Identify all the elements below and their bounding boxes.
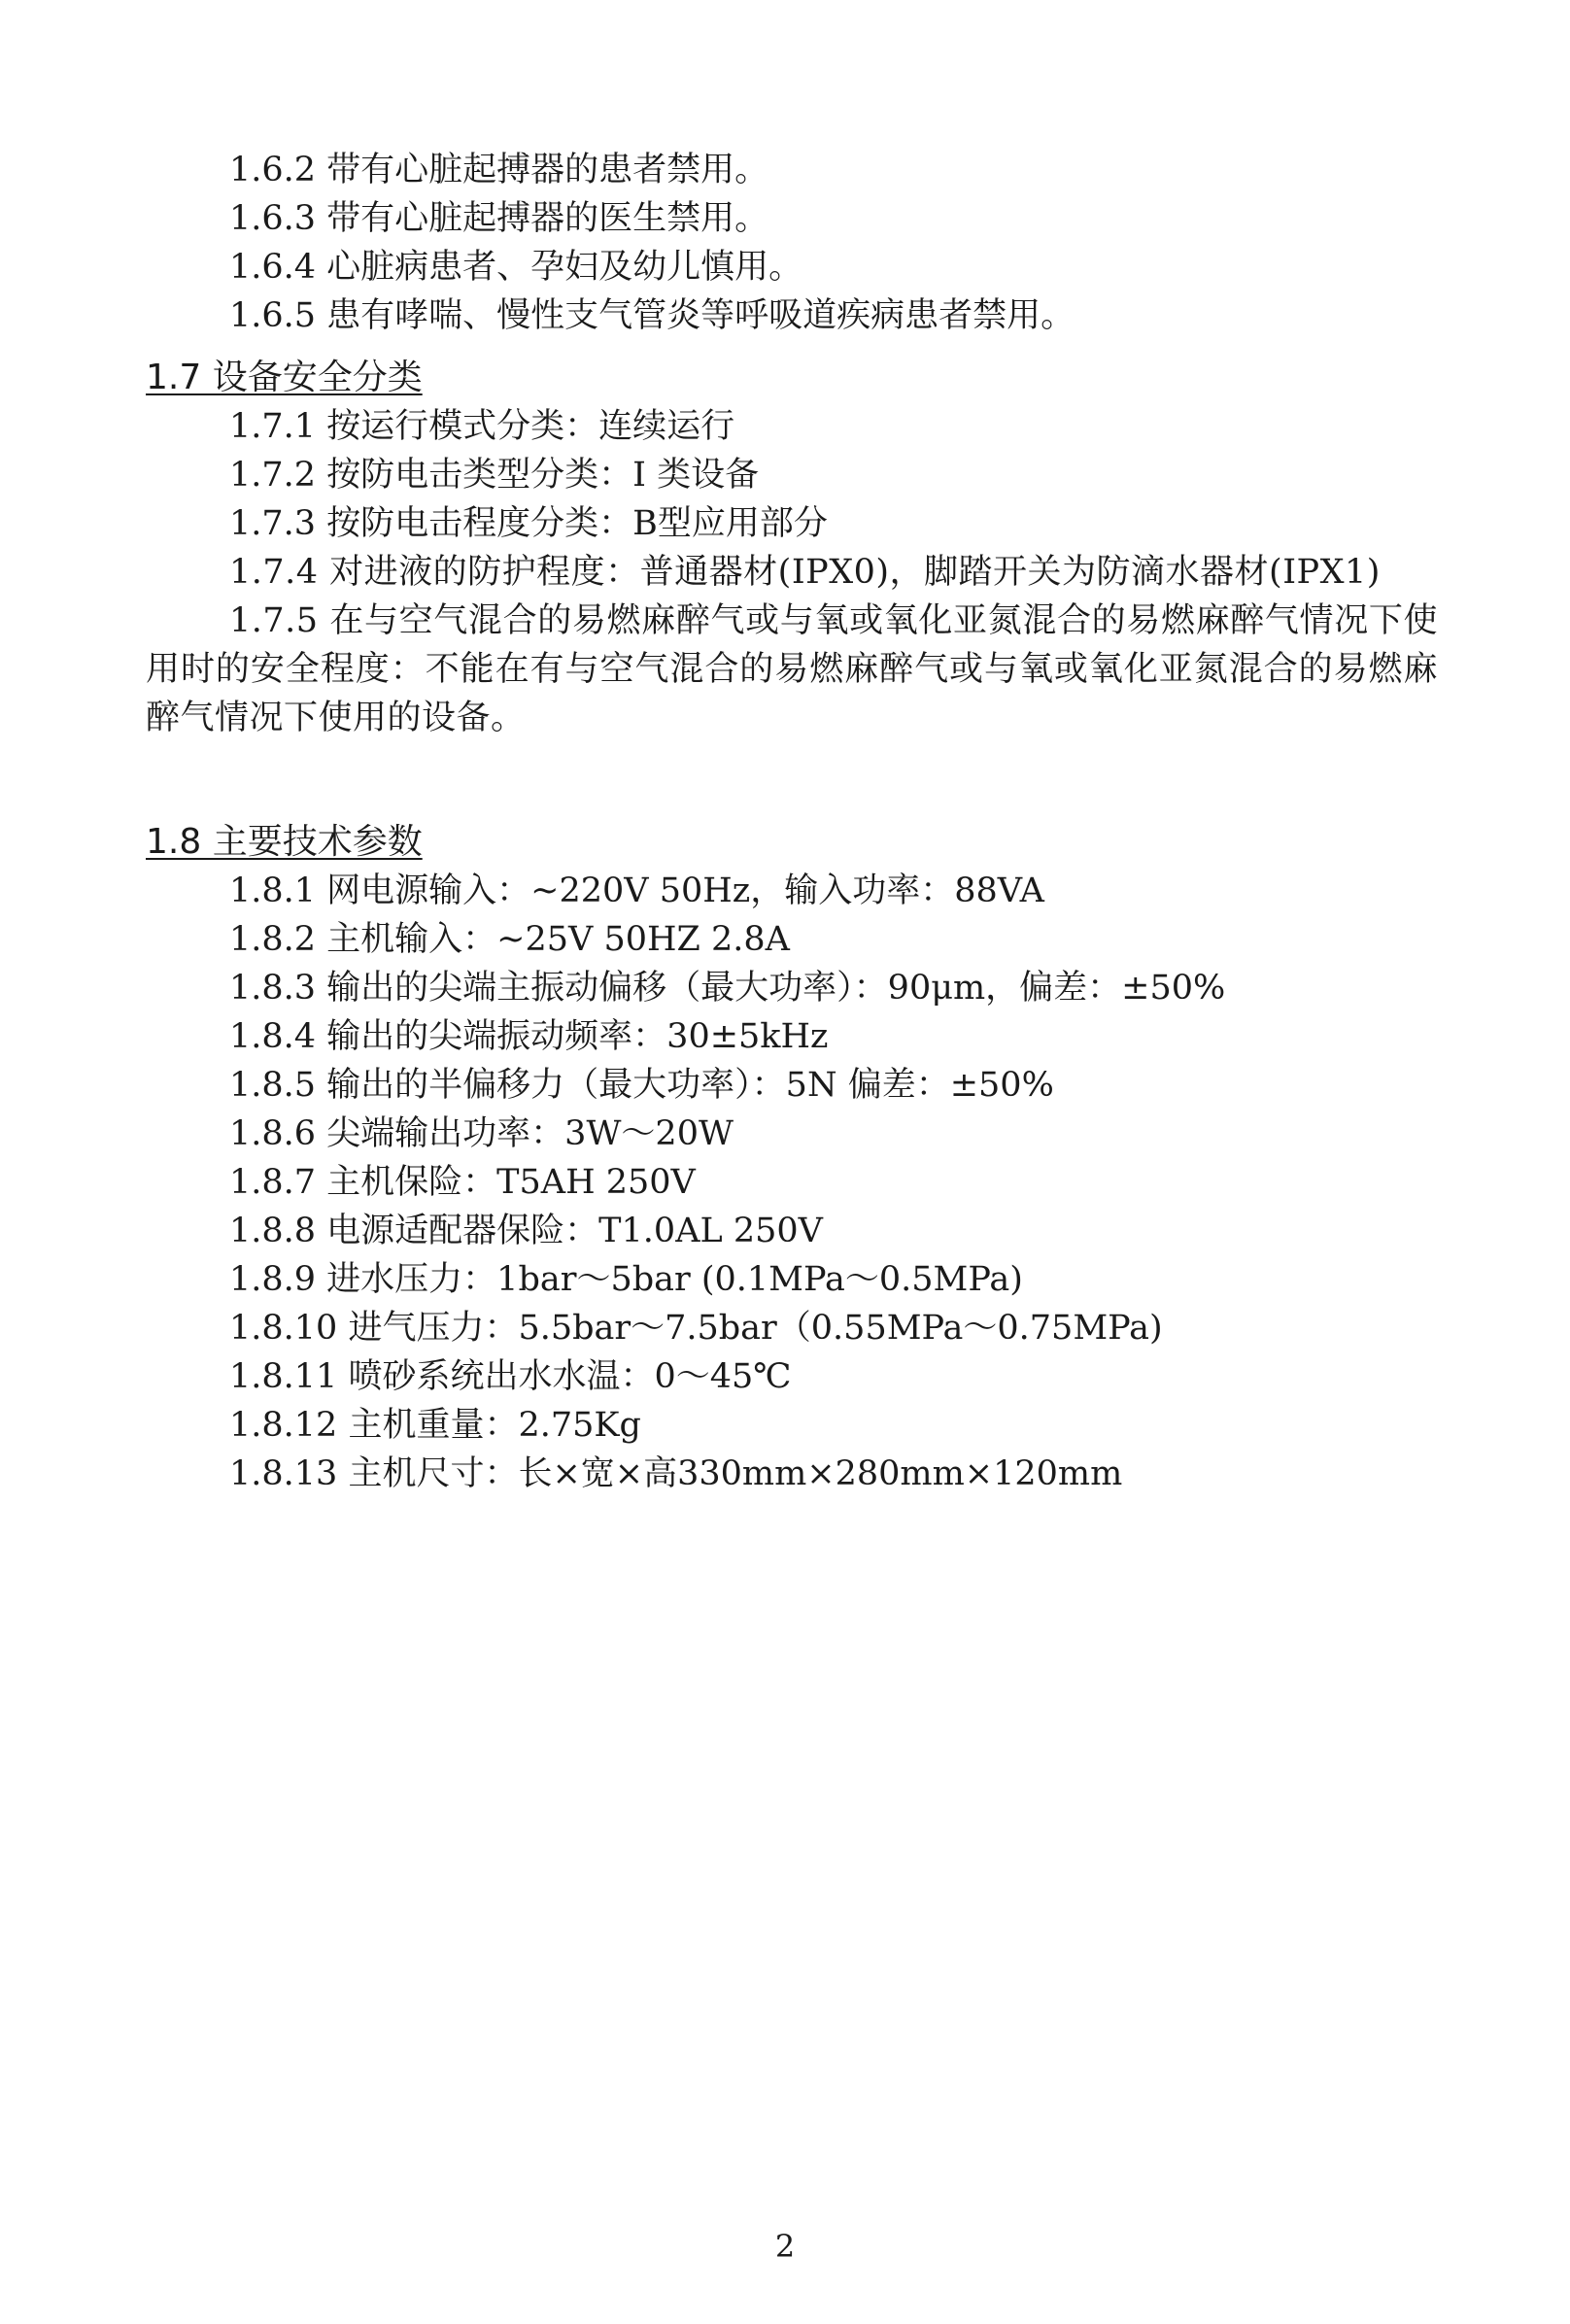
- section-heading: [146, 354, 1438, 402]
- list-item: 1.8.1 网电源输入：~220V 50Hz，输入功率：88VA: [229, 872, 1044, 910]
- list-item: 1.7.1 按运行模式分类：连续运行: [229, 407, 735, 446]
- list-item: 1.8.2 主机输入：~25V 50HZ 2.8A: [229, 920, 790, 959]
- list-item: 1.8.13 主机尺寸：长×宽×高330mm×280mm×120mm: [229, 1454, 1123, 1493]
- list-item: 1.6.4 心脏病患者、孕妇及幼儿慎用。: [229, 248, 803, 287]
- list-item: 1.8.10 进气压力：5.5bar～7.5bar（0.55MPa～0.75MPa): [229, 1309, 1163, 1348]
- list-item: 1.7.2 按防电击类型分类：I 类设备: [229, 456, 760, 495]
- page-number: 2: [774, 2228, 796, 2265]
- paragraph-1-7-4: 1.7.4 对进液的防护程度：普通器材(IPX0)，脚踏开关为防滴水器材(IPX1): [229, 553, 1381, 592]
- list-item: 1.8.6 尖端输出功率：3W～20W: [229, 1114, 734, 1153]
- section-1-7: [146, 354, 1438, 742]
- list-item: 1.7.3 按防电击程度分类：B型应用部分: [229, 504, 828, 543]
- list-item: 1.8.8 电源适配器保险：T1.0AL 250V: [229, 1212, 823, 1250]
- list-item: 1.8.3 输出的尖端主振动偏移（最大功率）：90μm，偏差：±50%: [229, 969, 1226, 1008]
- section-heading-text: 1.8 主要技术参数: [146, 822, 423, 862]
- list-item: 1.8.9 进水压力：1bar～5bar (0.1MPa～0.5MPa): [229, 1260, 1023, 1299]
- list-item: 1.6.3 带有心脏起搏器的医生禁用。: [229, 199, 769, 238]
- paragraph-1-7-5: 1.7.5 在与空气混合的易燃麻醉气或与氧或氧化亚氮混合的易燃麻醉气情况下使用时的安全程度：不能在有与空气混合的易燃麻醉气或与氧或氧化亚氮混合的易燃麻醉气情况下使用的设备。: [146, 601, 1438, 737]
- list-item: 1.8.5 输出的半偏移力（最大功率）：5N 偏差：±50%: [229, 1066, 1054, 1105]
- section-1-8: [146, 818, 1438, 1498]
- section-1-6-list: [146, 146, 1438, 340]
- list-item: 1.6.2 带有心脏起搏器的患者禁用。: [229, 151, 769, 189]
- section-heading: [146, 818, 1438, 867]
- list-item: 1.8.4 输出的尖端振动频率：30±5kHz: [229, 1017, 829, 1056]
- list-item: 1.8.11 喷砂系统出水水温：0～45℃: [229, 1357, 792, 1396]
- section-heading-text: 1.7 设备安全分类: [146, 358, 423, 397]
- list-item: 1.8.12 主机重量：2.75Kg: [229, 1406, 641, 1445]
- list-item: 1.8.7 主机保险：T5AH 250V: [229, 1163, 696, 1202]
- list-item: 1.6.5 患有哮喘、慢性支气管炎等呼吸道疾病患者禁用。: [229, 296, 1075, 335]
